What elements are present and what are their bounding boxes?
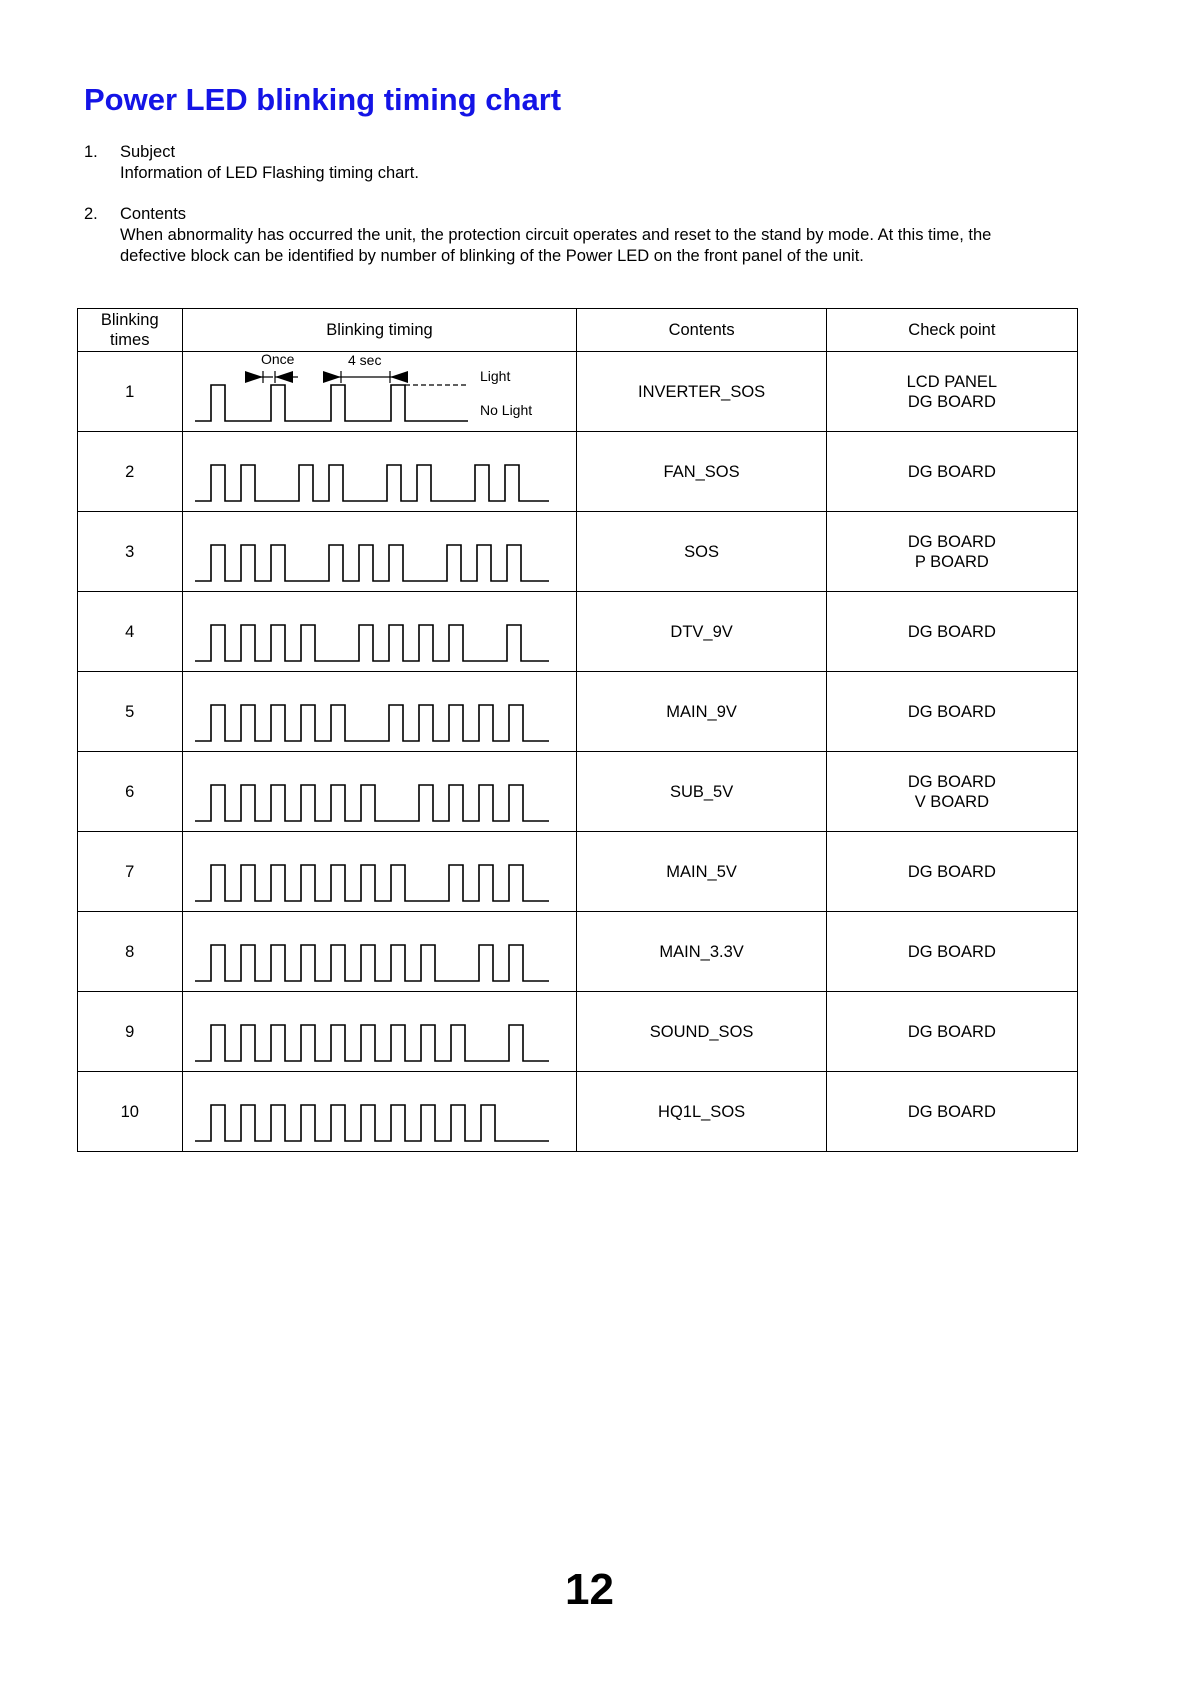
waveform-diagram — [183, 672, 576, 751]
contents-cell: MAIN_5V — [577, 832, 826, 912]
section-number: 1. — [84, 143, 98, 161]
check-point-line: DG BOARD — [907, 862, 996, 881]
check-point-cell — [826, 672, 1077, 752]
no-light-label: No Light — [479, 402, 532, 418]
table-row — [78, 672, 1078, 752]
blinking-times-cell: 6 — [78, 752, 183, 832]
check-point-cell — [826, 512, 1077, 592]
blinking-timing-cell — [182, 672, 577, 752]
blinking-timing-cell — [182, 912, 577, 992]
table-row — [78, 752, 1078, 832]
waveform-line — [195, 945, 549, 981]
check-point-line: DG BOARD — [907, 622, 996, 641]
blinking-times-cell: 10 — [78, 1072, 183, 1152]
check-point-line: DG BOARD — [907, 1102, 996, 1121]
waveform-line — [195, 1105, 549, 1141]
contents-cell: MAIN_3.3V — [577, 912, 826, 992]
arrow-head-icon — [390, 371, 408, 383]
section-text: When abnormality has occurred the unit, the protection circuit operates and reset to the stand by mode. At this time, the — [120, 226, 992, 244]
waveform-line — [195, 385, 468, 421]
check-point-line: DG BOARD — [907, 772, 996, 791]
page-number: 12 — [565, 1565, 614, 1614]
waveform-diagram — [183, 592, 576, 671]
check-point-cell — [826, 592, 1077, 672]
check-point-line: V BOARD — [914, 792, 989, 811]
table-row — [78, 592, 1078, 672]
check-point-cell — [826, 1072, 1077, 1152]
check-point-cell — [826, 992, 1077, 1072]
page-title: Power LED blinking timing chart — [84, 82, 562, 117]
check-point-line: LCD PANEL — [906, 372, 998, 391]
table-row — [78, 992, 1078, 1072]
blinking-times-cell: 4 — [78, 592, 183, 672]
waveform-diagram — [183, 1072, 576, 1151]
waveform-diagram — [183, 992, 576, 1071]
header-check-point: Check point — [826, 309, 1077, 352]
blinking-timing-cell — [182, 592, 577, 672]
waveform-diagram — [183, 432, 576, 511]
blinking-times-cell: 7 — [78, 832, 183, 912]
header-blinking-times: Blinking times — [78, 309, 183, 352]
contents-cell: FAN_SOS — [577, 432, 826, 512]
table-row — [78, 432, 1078, 512]
arrow-head-icon — [323, 371, 341, 383]
waveform-line — [195, 705, 549, 741]
blinking-times-cell: 8 — [78, 912, 183, 992]
waveform-diagram — [183, 752, 576, 831]
waveform-line — [195, 465, 549, 501]
check-point-line: DG BOARD — [907, 392, 996, 411]
check-point-cell — [826, 752, 1077, 832]
waveform-line — [195, 785, 549, 821]
check-point-cell — [826, 352, 1077, 432]
section-heading: Contents — [120, 205, 187, 223]
blinking-table — [77, 308, 1078, 1152]
blinking-timing-cell — [182, 432, 577, 512]
contents-cell: SOUND_SOS — [577, 992, 826, 1072]
check-point-line: DG BOARD — [907, 942, 996, 961]
waveform-line — [195, 1025, 549, 1061]
blinking-times-cell: 2 — [78, 432, 183, 512]
contents-cell: INVERTER_SOS — [577, 352, 826, 432]
blinking-timing-cell — [182, 1072, 577, 1152]
blinking-timing-cell — [182, 752, 577, 832]
blinking-times-cell: 3 — [78, 512, 183, 592]
blinking-timing-cell — [182, 832, 577, 912]
table-header-row — [78, 309, 1078, 352]
waveform-line — [195, 625, 549, 661]
interval-label: 4 sec — [347, 352, 381, 368]
contents-cell: SUB_5V — [577, 752, 826, 832]
blinking-timing-cell — [182, 512, 577, 592]
table-row — [78, 832, 1078, 912]
header-contents: Contents — [577, 309, 826, 352]
waveform-diagram — [183, 352, 576, 431]
table-row — [78, 512, 1078, 592]
light-label: Light — [479, 368, 510, 384]
contents-cell: SOS — [577, 512, 826, 592]
check-point-cell — [826, 832, 1077, 912]
waveform-diagram — [183, 832, 576, 911]
blinking-timing-cell — [182, 352, 577, 432]
check-point-line: DG BOARD — [907, 702, 996, 721]
blinking-times-cell: 5 — [78, 672, 183, 752]
waveform-diagram — [183, 912, 576, 991]
waveform-line — [195, 865, 549, 901]
section-text: Information of LED Flashing timing chart. — [120, 164, 419, 182]
table-row — [78, 352, 1078, 432]
section-text: defective block can be identified by number of blinking of the Power LED on the front panel of the unit. — [120, 247, 864, 265]
waveform-line — [195, 545, 549, 581]
check-point-cell — [826, 432, 1077, 512]
table-row — [78, 912, 1078, 992]
blinking-timing-cell — [182, 992, 577, 1072]
section-number: 2. — [84, 205, 98, 223]
once-label: Once — [260, 352, 294, 367]
check-point-line: DG BOARD — [907, 1022, 996, 1041]
header-blinking-timing: Blinking timing — [182, 309, 577, 352]
contents-cell: HQ1L_SOS — [577, 1072, 826, 1152]
check-point-line: DG BOARD — [907, 462, 996, 481]
check-point-cell — [826, 912, 1077, 992]
arrow-head-icon — [245, 371, 263, 383]
contents-cell: MAIN_9V — [577, 672, 826, 752]
blinking-times-cell: 9 — [78, 992, 183, 1072]
table-row — [78, 1072, 1078, 1152]
check-point-line: DG BOARD — [907, 532, 996, 551]
section-heading: Subject — [120, 143, 176, 161]
waveform-diagram — [183, 512, 576, 591]
blinking-times-cell: 1 — [78, 352, 183, 432]
check-point-line: P BOARD — [914, 552, 989, 571]
contents-cell: DTV_9V — [577, 592, 826, 672]
